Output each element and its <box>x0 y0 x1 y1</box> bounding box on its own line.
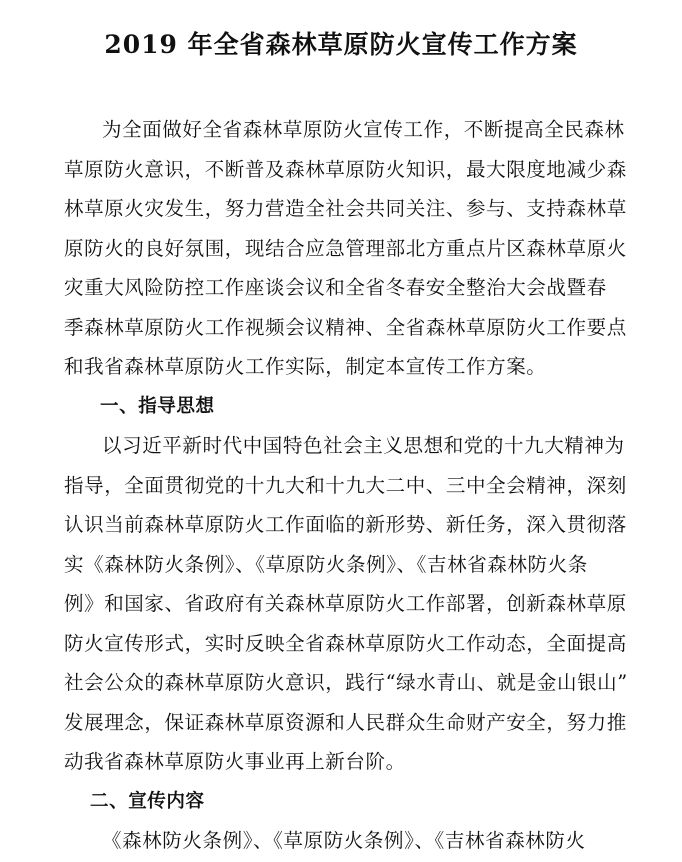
section-heading: 二、宣传内容 <box>90 790 205 812</box>
paragraph-line: 社会公众的森林草原防火意识，践行“绿水青山、就是金山银山” <box>64 671 628 694</box>
paragraph-line: 草原防火意识，不断普及森林草原防火知识，最大限度地减少森 <box>64 157 627 181</box>
paragraph-line: 和我省森林草原防火工作实际，制定本宣传工作方案。 <box>64 355 547 378</box>
paragraph-line: 实《森林防火条例》、《草原防火条例》、《吉林省森林防火条 <box>64 552 588 576</box>
paragraph-line: 季森林草原防火工作视频会议精神、全省森林草原防火工作要点 <box>64 315 627 339</box>
paragraph-line: 原防火的良好氛围，现结合应急管理部北方重点片区森林草原火 <box>64 236 627 260</box>
paragraph-line: 例》和国家、省政府有关森林草原防火工作部署，创新森林草原 <box>64 592 627 615</box>
paragraph-line: 防火宣传形式，实时反映全省森林草原防火工作动态，全面提高 <box>64 631 627 655</box>
paragraph-line: 发展理念，保证森林草原资源和人民群众生命财产安全，努力推 <box>64 710 627 734</box>
paragraph-line: 以习近平新时代中国特色社会主义思想和党的十九大精神为 <box>102 434 625 457</box>
document-title: 2019 年全省森林草原防火宣传工作方案 <box>104 30 578 59</box>
paragraph-line: 《森林防火条例》、《草原防火条例》、《吉林省森林防火 <box>102 829 586 852</box>
paragraph-line: 灾重大风险防控工作座谈会议和全省冬春安全整治大会战暨春 <box>64 276 607 299</box>
section-heading: 一、指导思想 <box>100 395 215 417</box>
paragraph-line: 认识当前森林草原防火工作面临的新形势、新任务，深入贯彻落 <box>64 513 627 536</box>
paragraph-line: 为全面做好全省森林草原防火宣传工作，不断提高全民森林 <box>102 118 625 141</box>
paragraph-line: 林草原火灾发生，努力营造全社会共同关注、参与、支持森林草 <box>64 197 627 220</box>
paragraph-line: 动我省森林草原防火事业再上新台阶。 <box>64 750 406 773</box>
document-body <box>64 110 664 861</box>
paragraph-line: 指导，全面贯彻党的十九大和十九大二中、三中全会精神，深刻 <box>64 473 627 497</box>
